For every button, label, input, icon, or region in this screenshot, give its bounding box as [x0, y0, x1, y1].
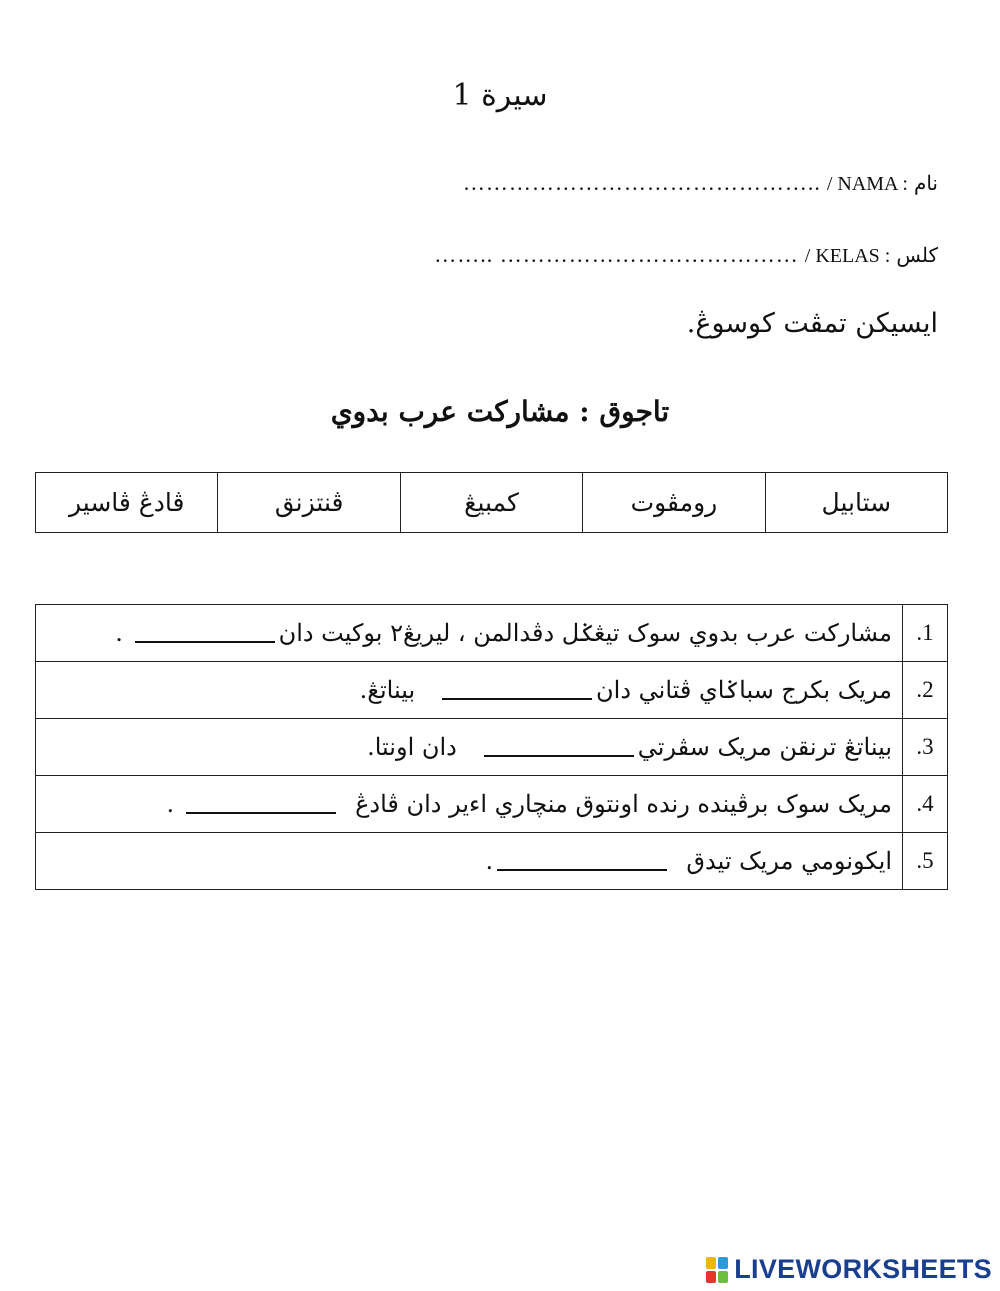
question-number: 4. — [903, 776, 948, 833]
question-text-after: . — [485, 847, 494, 875]
word-bank-table — [35, 472, 948, 533]
question-text — [36, 719, 903, 776]
question-number: 2. — [903, 662, 948, 719]
question-text-after: . — [166, 790, 175, 818]
instruction: ايسيکن تمڤت کوسوڠ. — [686, 308, 938, 339]
answer-blank[interactable] — [186, 811, 336, 814]
question-text-before: مريک سوک برڤينده رنده اونتوق منچاري اءير دان ڤادڠ — [355, 790, 892, 818]
question-number: 5. — [903, 833, 948, 890]
questions-table — [35, 604, 948, 890]
answer-blank[interactable] — [442, 697, 592, 700]
question-number: 3. — [903, 719, 948, 776]
question-text-before: بيناتڠ ترنقن مريک سڤرتي — [637, 733, 892, 761]
class-field — [434, 242, 938, 268]
question-text-before: مشارکت عرب بدوي سوک تيڠݢل دڤدالمن ، ليريڠ٢ بوکيت دان — [278, 619, 892, 647]
word-bank-item: رومڤوت — [583, 473, 765, 533]
question-text-after: دان اونتا. — [367, 733, 457, 761]
question-text — [36, 776, 903, 833]
question-row — [36, 776, 948, 833]
question-text — [36, 662, 903, 719]
question-text-after: بيناتڠ. — [359, 676, 416, 704]
word-bank-item: ڤنتزنق — [218, 473, 400, 533]
word-bank-item: کمبيڠ — [400, 473, 582, 533]
question-row — [36, 605, 948, 662]
liveworksheets-logo-icon — [706, 1257, 728, 1283]
question-text — [36, 833, 903, 890]
question-row — [36, 719, 948, 776]
name-label-jawi: نام — [913, 171, 938, 195]
answer-blank[interactable] — [497, 868, 667, 871]
name-label-latin: / NAMA : — [826, 173, 908, 195]
word-bank-item: ستابيل — [765, 473, 947, 533]
answer-blank[interactable] — [135, 640, 275, 643]
question-text-before: ايکونومي مريک تيدق — [686, 847, 892, 875]
question-row — [36, 662, 948, 719]
answer-blank[interactable] — [484, 754, 634, 757]
liveworksheets-logo — [706, 1254, 992, 1285]
question-row — [36, 833, 948, 890]
question-number: 1. — [903, 605, 948, 662]
word-bank-item: ڤادڠ ڤاسير — [36, 473, 218, 533]
class-label-jawi: کلس — [896, 243, 938, 267]
topic-heading: تاجوق : مشارکت عرب بدوي — [330, 395, 670, 428]
class-label-latin: / KELAS : — [804, 245, 891, 267]
class-input-line[interactable]: …….. ………………………………… — [434, 242, 799, 267]
worksheet-title: سيرة 1 — [452, 78, 548, 113]
question-text — [36, 605, 903, 662]
liveworksheets-brand-text: LIVEWORKSHEETS — [734, 1254, 992, 1284]
question-text-before: مريک بکرج سباݢاي ڤتاني دان — [596, 676, 892, 704]
name-field — [463, 170, 938, 196]
name-input-line[interactable]: ……………………………………….. — [462, 170, 821, 195]
question-text-after: . — [115, 619, 123, 647]
